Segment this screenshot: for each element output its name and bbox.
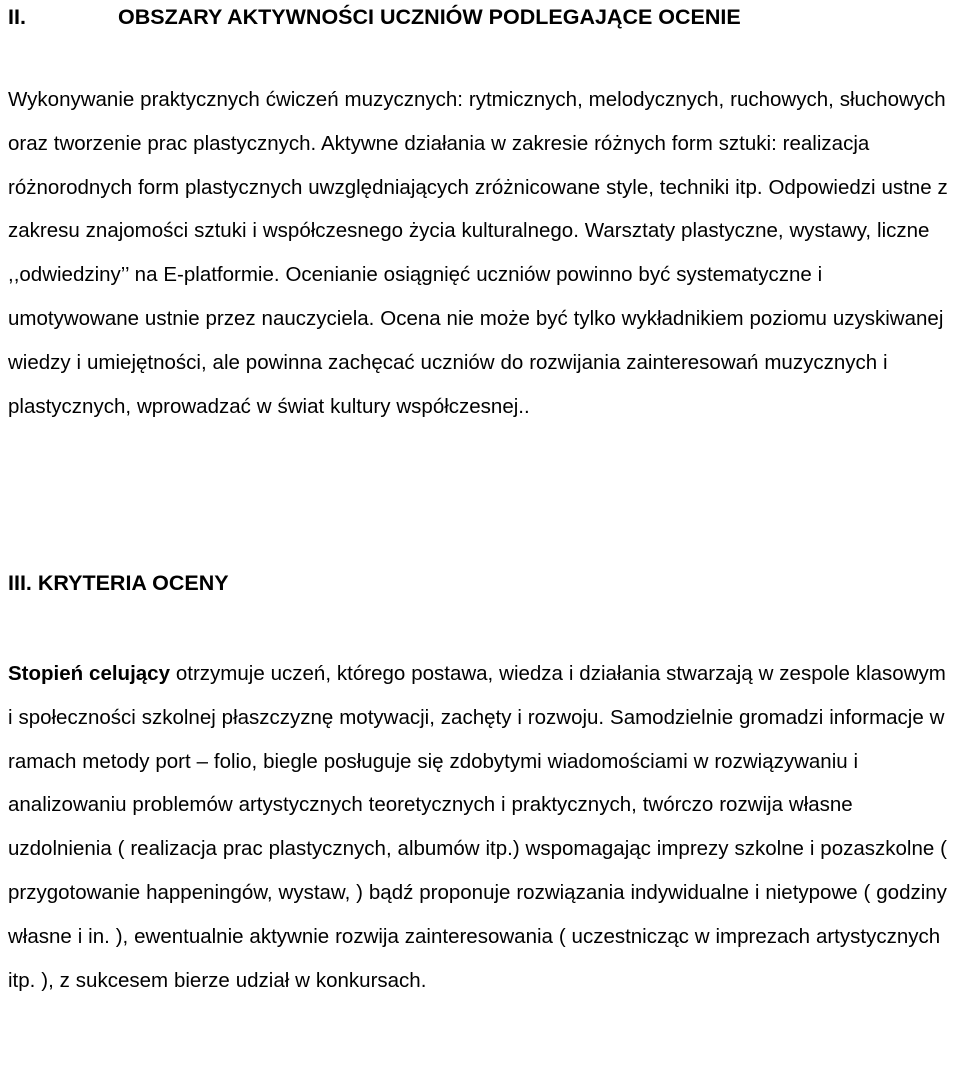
section-ii-paragraph: Wykonywanie praktycznych ćwiczeń muzycznych: rytmicznych, melodycznych, ruchowych, słuchowych oraz tworzenie prac plastycznych. Aktywne działania w zakresie różnych form sztuki: realizacja różnorodnych form plastycznych uwzględniających zróżnicowane style, techniki itp. Odpowiedzi ustne z zakresu znajomości sztuki i współczesnego życia kulturalnego. Warsztaty plastyczne, wystawy, liczne ,,odwiedziny’’ na E-platformie. Ocenianie osiągnięć uczniów powinno być systematyczne i umotywowane ustnie przez nauczyciela. Ocena nie może być tylko wykładnikiem poziomu uzyskiwanej wiedzy i umiejętności, ale powinna zachęcać uczniów do rozwijania zainteresowań muzycznych i plastycznych, wprowadzać w świat kultury współczesnej.. [8, 88, 948, 418]
section-ii-heading [8, 4, 741, 30]
grade-description-celujacy: otrzymuje uczeń, którego postawa, wiedza i działania stwarzają w zespole klasowym i społeczności szkolnej płaszczyznę motywacji, zachęty i rozwoju. Samodzielnie gromadzi informacje w ramach metody port – folio, biegle posługuje się zdobytymi wiadomościami w rozwiązywaniu i analizowaniu problemów artystycznych teoretycznych i praktycznych, twórczo rozwija własne uzdolnienia ( realizacja prac plastycznych, albumów itp.) wspomagając imprezy szkolne i pozaszkolne ( przygotowanie happeningów, wystaw, ) bądź proponuje rozwiązania indywidualne i nietypowe ( godziny własne i in. ), ewentualnie aktywnie rozwija zainteresowania ( uczestnicząc w imprezach artystycznych itp. ), z sukcesem bierze udział w konkursach. [8, 662, 947, 992]
section-iii-paragraph [8, 652, 956, 1002]
grade-label-celujacy: Stopień celujący [8, 662, 170, 685]
section-iii-heading: III. KRYTERIA OCENY [8, 571, 229, 595]
section-ii-title: OBSZARY AKTYWNOŚCI UCZNIÓW PODLEGAJĄCE OCENIE [118, 5, 741, 29]
section-ii-number: II. [8, 5, 26, 29]
